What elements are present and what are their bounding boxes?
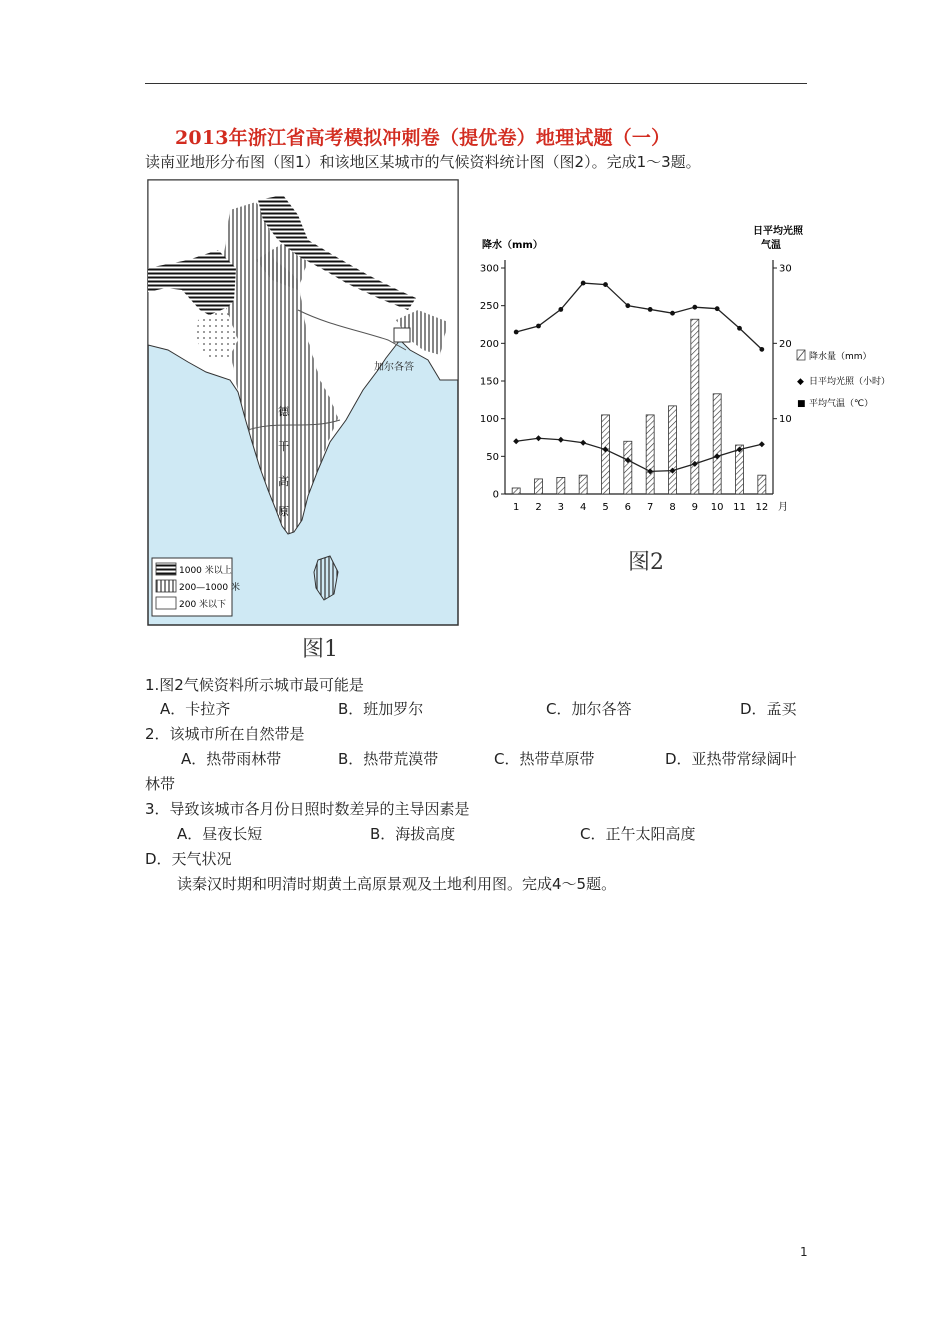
temperature-point bbox=[514, 330, 519, 335]
temperature-point bbox=[581, 281, 586, 286]
x-tick-label: 4 bbox=[579, 502, 587, 513]
x-tick-label: 3 bbox=[557, 502, 565, 513]
figure-1-map bbox=[148, 180, 458, 625]
page-number: 1 bbox=[800, 1245, 808, 1259]
region-label-3: 高 bbox=[278, 475, 289, 488]
temperature-point bbox=[603, 282, 608, 287]
x-tick-label: 12 bbox=[755, 502, 769, 513]
q2-option-a: A．热带雨林带 bbox=[181, 750, 282, 768]
q1-option-b: B．班加罗尔 bbox=[338, 700, 424, 718]
precip-bar bbox=[758, 475, 766, 494]
q3-option-a: A．昼夜长短 bbox=[177, 825, 263, 843]
temperature-point bbox=[558, 307, 563, 312]
region-label-4: 原 bbox=[278, 505, 289, 518]
legend-sun-marker: ◆ bbox=[797, 377, 804, 387]
temperature-point bbox=[759, 347, 764, 352]
precip-bar bbox=[669, 406, 677, 494]
temperature-point bbox=[625, 303, 630, 308]
y-right-tick-label: 20 bbox=[779, 338, 792, 350]
sunshine-point bbox=[558, 437, 564, 443]
x-tick-label: 2 bbox=[535, 502, 542, 513]
sunshine-point bbox=[536, 435, 542, 441]
precip-bar bbox=[535, 479, 543, 494]
q3-option-b: B．海拔高度 bbox=[370, 825, 456, 843]
y-right-tick-label: 10 bbox=[779, 414, 792, 426]
left-axis-title: 降水（mm） bbox=[482, 240, 543, 251]
y-left-tick-label: 300 bbox=[479, 263, 499, 275]
next-intro-text: 读秦汉时期和明清时期黄土高原景观及土地利用图。完成4～5题。 bbox=[177, 875, 617, 893]
x-tick-label: 8 bbox=[669, 502, 676, 513]
q1-option-a: A．卡拉齐 bbox=[160, 700, 231, 718]
x-tick-label: 11 bbox=[733, 502, 746, 513]
q1-option-d: D．孟买 bbox=[740, 700, 797, 718]
legend-temp: 平均气温（℃） bbox=[809, 399, 874, 409]
temperature-point bbox=[670, 311, 675, 316]
legend-temp-marker: ■ bbox=[797, 399, 806, 409]
sunshine-point bbox=[580, 440, 586, 446]
precip-bar bbox=[512, 488, 520, 494]
region-label-1: 德 bbox=[278, 405, 289, 418]
figure-1-caption: 图1 bbox=[302, 637, 338, 662]
legend-low: 200 米以下 bbox=[179, 600, 227, 610]
y-left-tick-label: 200 bbox=[479, 338, 499, 350]
temperature-line bbox=[516, 283, 762, 349]
x-tick-label: 7 bbox=[646, 502, 654, 513]
header-rule bbox=[145, 83, 807, 84]
x-tick-label: 5 bbox=[602, 502, 609, 513]
x-tick-label: 1 bbox=[512, 502, 520, 513]
precip-bar bbox=[624, 441, 632, 494]
legend-sun: 日平均光照（小时） bbox=[809, 377, 891, 387]
region-label-2: 干 bbox=[278, 440, 289, 453]
q1-option-c: C．加尔各答 bbox=[546, 700, 632, 718]
temperature-point bbox=[648, 307, 653, 312]
q3-option-c: C．正午太阳高度 bbox=[580, 825, 696, 843]
figure-2-caption: 图2 bbox=[628, 550, 664, 575]
page-title: 2013年浙江省高考模拟冲刺卷（提优卷）地理试题（一） bbox=[175, 127, 671, 149]
sunshine-point bbox=[759, 441, 765, 447]
precip-bar bbox=[602, 415, 610, 494]
x-tick-label: 10 bbox=[710, 502, 724, 513]
precip-bar bbox=[557, 477, 565, 494]
legend-high: 1000 米以上 bbox=[179, 566, 232, 576]
y-left-tick-label: 150 bbox=[479, 376, 499, 388]
sunshine-point bbox=[513, 438, 519, 444]
q2-option-d-wrap: 林带 bbox=[145, 775, 176, 793]
precip-bar bbox=[579, 475, 587, 494]
question-2-stem: 2．该城市所在自然带是 bbox=[145, 725, 305, 743]
precip-bar bbox=[646, 415, 654, 494]
q2-option-b: B．热带荒漠带 bbox=[338, 750, 439, 768]
precip-bar bbox=[691, 319, 699, 494]
y-left-tick-label: 250 bbox=[479, 301, 499, 313]
x-tick-label: 9 bbox=[691, 502, 699, 513]
legend-rain: 降水量（mm） bbox=[809, 352, 872, 362]
sunshine-line bbox=[516, 438, 762, 471]
temperature-point bbox=[692, 305, 697, 310]
y-left-tick-label: 100 bbox=[479, 414, 499, 426]
chart-legend bbox=[797, 350, 890, 409]
right-axis-title-1: 日平均光照 bbox=[753, 226, 803, 237]
figure-2-chart bbox=[475, 220, 891, 520]
y-left-tick-label: 50 bbox=[486, 451, 499, 463]
x-axis-unit: 月 bbox=[778, 502, 788, 513]
legend-mid: 200—1000 米 bbox=[179, 583, 240, 593]
y-right-tick-label: 30 bbox=[779, 263, 792, 275]
temperature-point bbox=[536, 324, 541, 329]
x-tick-label: 6 bbox=[624, 502, 632, 513]
q2-option-d: D．亚热带常绿阔叶 bbox=[665, 750, 797, 768]
question-1-stem: 1.图2气候资料所示城市最可能是 bbox=[145, 676, 364, 694]
city-label-calcutta: 加尔各答 bbox=[374, 362, 414, 373]
temperature-point bbox=[737, 326, 742, 331]
question-3-stem: 3．导致该城市各月份日照时数差异的主导因素是 bbox=[145, 800, 470, 818]
temperature-point bbox=[715, 306, 720, 311]
right-axis-title-2: 气温 bbox=[761, 240, 781, 251]
intro-text: 读南亚地形分布图（图1）和该地区某城市的气候资料统计图（图2）。完成1～3题。 bbox=[145, 153, 701, 171]
map-legend bbox=[152, 558, 240, 616]
precip-bar bbox=[713, 394, 721, 494]
y-left-tick-label: 0 bbox=[492, 489, 499, 501]
q2-option-c: C．热带草原带 bbox=[494, 750, 595, 768]
q3-option-d: D．天气状况 bbox=[145, 850, 232, 868]
